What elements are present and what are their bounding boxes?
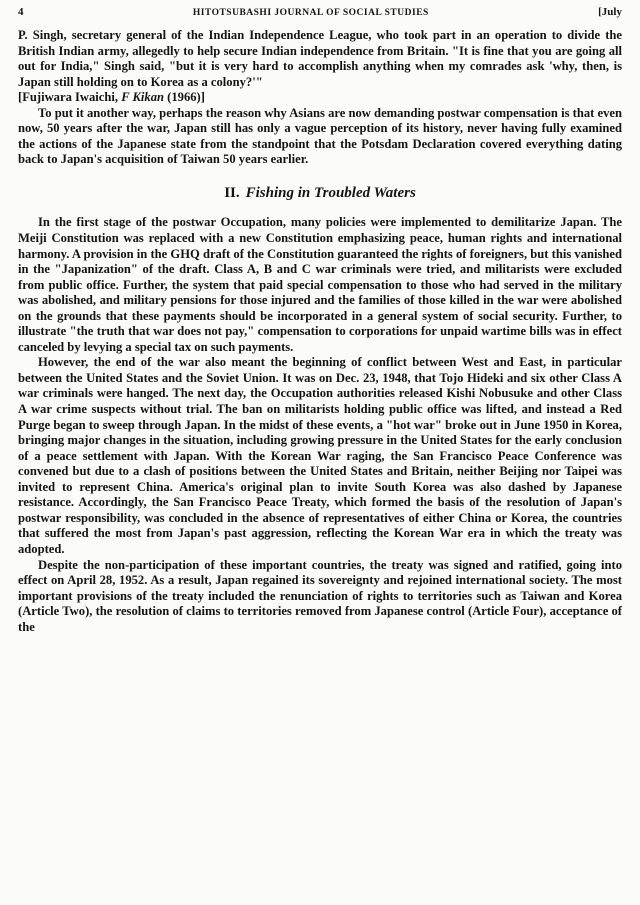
issue-month: [July [598, 6, 622, 18]
citation [18, 90, 622, 106]
section-title: Fishing in Troubled Waters [245, 184, 416, 201]
article-body [18, 28, 622, 635]
running-head [18, 6, 622, 28]
paragraph-occupation: In the first stage of the postwar Occupation, many policies were implemented to demilitarize Japan. The Meiji Constitution was replaced with a new Constitution emphasizing peace, human rights and international harmony. A provision in the GHQ draft of the Constitution guaranteed the rights of foreigners, but this vanished in the "Japanization" of the draft. Class A, B and C war criminals were tried, and militarists were excluded from public office. Further, the system that paid special compensation to those who had served in the military was abolished, and military pensions for those injured and the families of those killed in the war were abolished on the grounds that these payments should be incorporated in a general system of social security. Further, to illustrate "the truth that war does not pay," compensation to corporations for unpaid wartime bills was in effect canceled by levying a special tax on such payments. [18, 215, 622, 354]
page-number: 4 [18, 6, 24, 18]
paragraph-cold-war: However, the end of the war also meant the beginning of conflict between West and East, in particular between the United States and the Soviet Union. It was on Dec. 23, 1948, that Tojo Hideki and six other Class A war criminals were hanged. The next day, the Occupation authorities released Kishi Nobusuke and other Class A war crime suspects without trial. The ban on militarists holding public office was lifted, and instead a Red Purge began to sweep through Japan. In the midst of these events, a "hot war" broke out in June 1950 in Korea, bringing major changes in the situation, including growing pressure in the United States for the early conclusion of a peace settlement with Japan. With the Korean War raging, the San Francisco Peace Conference was convened but due to a clash of positions between the United States and Britain, neither Beijing nor Taipei was invited to represent China. America's original plan to invite South Korea was also dashed by Japanese resistance. Accordingly, the San Francisco Peace Treaty, which formed the basis of the resolution of Japan's postwar responsibility, was concluded in the absence of representatives of either China or Korea, the countries that suffered the most from Japan's past aggression, reflecting the Korean War era in which the treaty was adopted. [18, 355, 622, 556]
journal-title: HITOTSUBASHI JOURNAL OF SOCIAL STUDIES [192, 8, 429, 18]
paragraph-peace-treaty: Despite the non-participation of these important countries, the treaty was signed and ratified, going into effect on April 28, 1952. As a result, Japan regained its sovereignty and rejoined international society. The most important provisions of the treaty included the renunciation of rights to territories such as Taiwan and Korea (Article Two), the resolution of claims to territories removed from Japanese control (Article Four), acceptance of the [18, 557, 622, 634]
paragraph-postwar-compensation: To put it another way, perhaps the reason why Asians are now demanding postwar compensation is that even now, 50 years after the war, Japan still has only a vague perception of its history, never having fully examined the actions of the Japanese state from the standpoint that the Potsdam Declaration covered everything dating back to Japan's acquisition of Taiwan 50 years earlier. [18, 105, 622, 167]
section-heading [18, 186, 622, 202]
paragraph-singh-quote: P. Singh, secretary general of the Indian Independence League, who took part in an operation to divide the British Indian army, allegedly to help secure Indian independence from Britain. "It is fine that you are going all out for India," Singh said, "but it is very hard to accomplish anything when my comrades ask 'why, then, is Japan still holding on to Korea as a colony?'" [18, 28, 622, 89]
citation-title: F Kikan [121, 90, 165, 105]
citation-author: [Fujiwara Iwaichi, [18, 90, 122, 105]
citation-year: (1966)] [164, 90, 205, 105]
section-number: II. [224, 184, 240, 201]
